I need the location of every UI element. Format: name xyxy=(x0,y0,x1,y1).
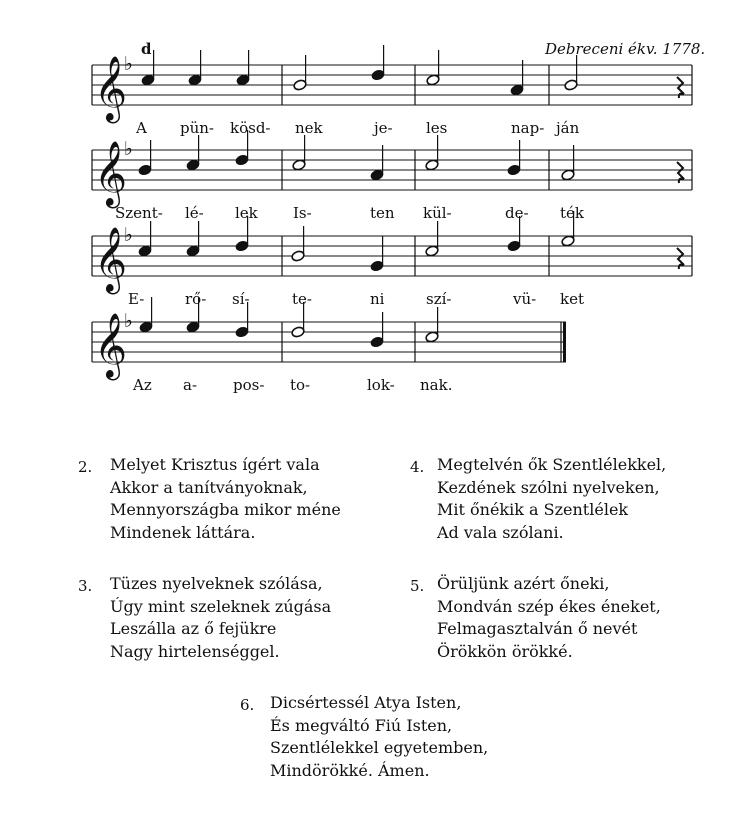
lyric-syllable: ján xyxy=(556,119,580,137)
verse-line: Dicsértessél Atya Isten, xyxy=(270,693,462,712)
quarter-note xyxy=(138,245,152,257)
verse-line: Örökkön örökké. xyxy=(437,641,573,661)
half-note xyxy=(564,79,578,91)
quarter-note xyxy=(370,260,384,272)
staff-system xyxy=(92,130,692,208)
flat-icon: ♭ xyxy=(124,310,133,332)
lyric-syllable: rő- xyxy=(185,290,207,308)
lyric-syllable: pos- xyxy=(233,376,265,394)
lyric-syllable: de- xyxy=(505,204,529,222)
verse-line: Melyet Krisztus ígért vala xyxy=(110,455,320,474)
lyric-syllable: ni xyxy=(370,290,385,308)
verse-line: Mindenek láttára. xyxy=(110,522,256,542)
half-note xyxy=(425,331,439,343)
verse-line: Megtelvén ők Szentlélekkel, xyxy=(437,455,667,474)
verse-line: Nagy hirtelenséggel. xyxy=(110,641,280,661)
flat-icon: ♭ xyxy=(124,138,133,160)
verse-line: Mennyországba mikor méne xyxy=(110,500,341,519)
quarter-note xyxy=(188,74,202,86)
lyric-syllable: to- xyxy=(290,376,311,394)
lyric-syllable: kül- xyxy=(423,204,452,222)
verse-line: Úgy mint szeleknek zúgása xyxy=(110,596,332,616)
quarter-note xyxy=(510,84,524,96)
quarter-note xyxy=(186,245,200,257)
quarter-note xyxy=(235,240,249,252)
lyric-syllable: Az xyxy=(133,376,152,394)
lyric-syllable: E- xyxy=(128,290,145,308)
lyric-syllable: kösd- xyxy=(230,119,271,137)
verse-line: Ad vala szólani. xyxy=(437,522,564,542)
quarter-note xyxy=(507,164,521,176)
verse-number: 5. xyxy=(410,577,425,595)
half-note xyxy=(561,235,575,247)
quarter-note xyxy=(370,169,384,181)
quarter-note xyxy=(370,336,384,348)
verse-6 xyxy=(240,692,489,782)
quarter-note xyxy=(139,321,153,333)
verse-line: Örüljünk azért őneki, xyxy=(437,574,610,593)
verse-line: Kezdének szólni nyelveken, xyxy=(437,477,660,497)
verse-line: Mondván szép ékes éneket, xyxy=(437,596,661,616)
verse-line: Mindörökké. Ámen. xyxy=(270,760,430,780)
half-note xyxy=(426,74,440,86)
quarter-note xyxy=(186,159,200,171)
half-note xyxy=(425,245,439,257)
half-note xyxy=(293,79,307,91)
lyric-syllable: ket xyxy=(560,290,584,308)
lyric-syllable: nap- xyxy=(511,119,545,137)
treble-clef-icon: 𝄞 xyxy=(94,141,128,206)
lyric-syllable: pün- xyxy=(180,119,214,137)
lyric-syllable: nek xyxy=(295,119,323,137)
verse-line: Felmagasztalván ő nevét xyxy=(437,619,638,638)
lyric-syllable: ték xyxy=(560,204,584,222)
quarter-note xyxy=(138,164,152,176)
verse-number: 4. xyxy=(410,458,425,476)
verse-number: 2. xyxy=(78,458,93,476)
half-note xyxy=(425,159,439,171)
quarter-note xyxy=(236,74,250,86)
verse-2 xyxy=(78,454,341,544)
half-note xyxy=(292,159,306,171)
flat-icon: ♭ xyxy=(124,224,133,246)
verse-line: Leszálla az ő fejükre xyxy=(110,619,277,638)
lyric-syllable: A xyxy=(136,119,147,137)
source-reference: Debreceni ékv. 1778. xyxy=(545,40,706,58)
lyric-syllable: a- xyxy=(183,376,198,394)
lyric-syllable: lok- xyxy=(367,376,395,394)
lyric-syllable: szí- xyxy=(426,290,452,308)
treble-clef-icon: 𝄞 xyxy=(94,56,128,121)
verse-line: És megváltó Fiú Isten, xyxy=(270,715,453,735)
lyric-syllable: Is- xyxy=(293,204,312,222)
verse-line: Szentlélekkel egyetemben, xyxy=(270,738,489,757)
staff-system xyxy=(92,211,692,294)
quarter-note xyxy=(141,74,155,86)
staff-system xyxy=(92,45,692,123)
lyric-syllable: les xyxy=(426,119,448,137)
verse-line: Mit őnékik a Szentlélek xyxy=(437,500,629,519)
lyric-syllable: sí- xyxy=(232,290,250,308)
verse-5 xyxy=(410,573,661,663)
staff-system xyxy=(92,297,566,380)
lyric-syllable: lé- xyxy=(185,204,204,222)
verse-line: Akkor a tanítványoknak, xyxy=(110,477,308,497)
half-note xyxy=(291,250,305,262)
verse-number: 3. xyxy=(78,577,93,595)
quarter-note xyxy=(507,240,521,252)
lyric-syllable: ten xyxy=(370,204,395,222)
verse-4 xyxy=(410,454,667,544)
lyric-syllable: te- xyxy=(292,290,312,308)
quarter-note xyxy=(235,326,249,338)
verse-3 xyxy=(78,573,332,663)
lyric-syllable: je- xyxy=(374,119,393,137)
half-note xyxy=(561,169,575,181)
lyric-syllable: Szent- xyxy=(115,204,163,222)
lyric-syllable: nak. xyxy=(420,376,453,394)
lyric-syllable: lek xyxy=(235,204,258,222)
treble-clef-icon: 𝄞 xyxy=(94,227,128,292)
lyric-syllable: vü- xyxy=(513,290,537,308)
verse-number: 6. xyxy=(240,696,255,714)
quarter-note xyxy=(371,69,385,81)
quarter-note xyxy=(235,154,249,166)
flat-icon: ♭ xyxy=(124,53,133,75)
verse-line: Tüzes nyelveknek szólása, xyxy=(110,574,323,593)
quarter-note xyxy=(186,321,200,333)
treble-clef-icon: 𝄞 xyxy=(94,313,128,378)
half-note xyxy=(291,326,305,338)
melody-letter: d xyxy=(141,40,152,58)
